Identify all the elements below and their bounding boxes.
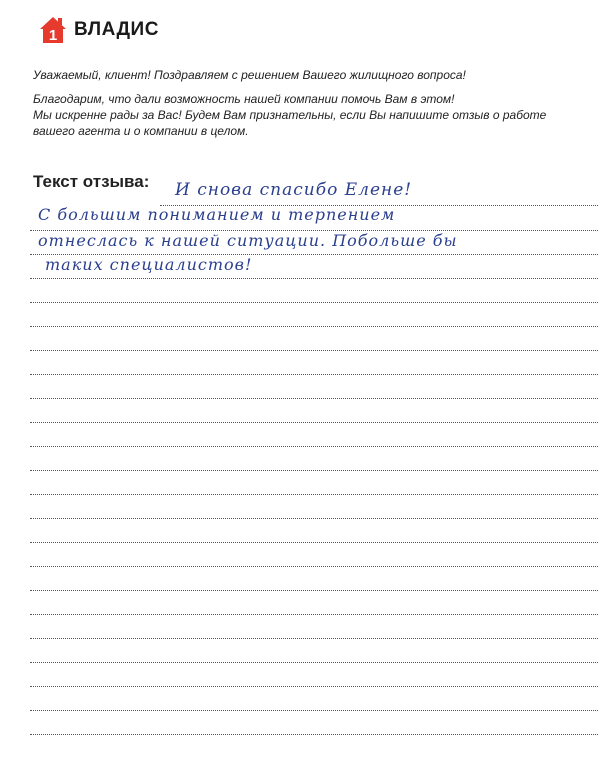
ruled-line bbox=[30, 566, 598, 567]
thanks-text-line-2: Мы искренне рады за Вас! Будем Вам признательны, если Вы напишите отзыв о работе bbox=[33, 108, 547, 122]
thanks-text-line-1: Благодарим, что дали возможность нашей компании помочь Вам в этом! bbox=[33, 92, 455, 106]
ruled-line bbox=[30, 542, 598, 543]
ruled-line bbox=[30, 326, 598, 327]
ruled-lines bbox=[30, 0, 598, 768]
ruled-line bbox=[30, 494, 598, 495]
handwritten-line-2: С большим пониманием и терпением bbox=[38, 205, 396, 224]
ruled-line bbox=[30, 686, 598, 687]
ruled-line bbox=[30, 638, 598, 639]
logo-digit: 1 bbox=[48, 27, 58, 44]
ruled-line bbox=[30, 590, 598, 591]
ruled-line bbox=[30, 734, 598, 735]
ruled-line bbox=[30, 398, 598, 399]
ruled-line bbox=[30, 422, 598, 423]
ruled-line bbox=[30, 710, 598, 711]
thanks-text-line-3: вашего агента и о компании в целом. bbox=[33, 124, 249, 138]
handwritten-line-3: отнеслась к нашей ситуации. Побольше бы bbox=[38, 231, 458, 250]
ruled-line bbox=[30, 662, 598, 663]
ruled-line bbox=[30, 278, 598, 279]
handwritten-line-4: таких специалистов! bbox=[45, 255, 253, 274]
ruled-line bbox=[30, 614, 598, 615]
ruled-line bbox=[30, 518, 598, 519]
review-label: Текст отзыва: bbox=[33, 172, 150, 191]
ruled-line bbox=[30, 446, 598, 447]
ruled-line bbox=[30, 470, 598, 471]
brand-name: ВЛАДИС bbox=[74, 19, 159, 40]
handwritten-line-1: И снова спасибо Елене! bbox=[175, 180, 413, 200]
ruled-line bbox=[30, 302, 598, 303]
ruled-line bbox=[30, 350, 598, 351]
greeting-text: Уважаемый, клиент! Поздравляем с решением Вашего жилищного вопроса! bbox=[33, 68, 466, 82]
ruled-line bbox=[30, 374, 598, 375]
